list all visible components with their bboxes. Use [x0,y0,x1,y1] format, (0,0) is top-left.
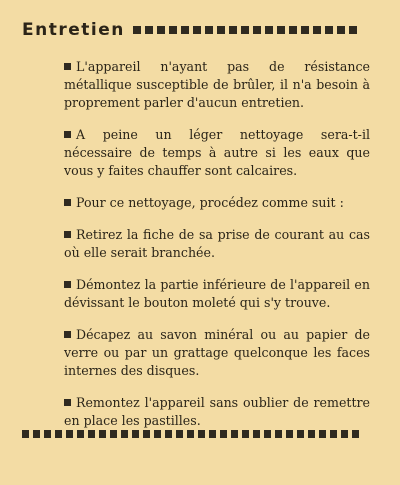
bullet-square-icon [64,231,71,238]
ornament-square-icon [132,430,139,438]
ornament-square-icon [55,430,62,438]
instruction-paragraph [64,326,370,380]
ornament-square-icon [308,430,315,438]
ornament-square-icon [157,26,165,34]
ornament-square-icon [181,26,189,34]
ornament-square-icon [301,26,309,34]
ornament-square-icon [231,430,238,438]
ornament-square-icon [44,430,51,438]
ornament-square-icon [165,430,172,438]
ornament-square-icon [176,430,183,438]
ornament-square-icon [277,26,285,34]
ornament-square-icon [193,26,201,34]
ornament-square-icon [99,430,106,438]
ornament-square-icon [133,26,141,34]
ornament-square-icon [337,26,345,34]
bullet-square-icon [64,131,71,138]
ornament-square-icon [341,430,348,438]
paragraph-text: Pour ce nettoyage, procédez comme suit : [76,195,344,210]
ornament-square-icon [217,26,225,34]
ornament-square-icon [242,430,249,438]
ornament-square-icon [145,26,153,34]
bullet-square-icon [64,63,71,70]
ornament-square-icon [66,430,73,438]
ornament-square-icon [275,430,282,438]
ornament-square-icon [289,26,297,34]
ornament-square-icon [253,430,260,438]
ornament-square-icon [265,26,273,34]
instruction-paragraph [64,126,370,180]
ornament-square-icon [110,430,117,438]
ornament-square-icon [33,430,40,438]
ornament-square-icon [88,430,95,438]
paragraph-text: A peine un léger nettoyage sera-t-il nécessaire de temps à autre si les eaux que vous y faites chauffer sont calcaires. [64,127,370,178]
paragraph-text: Remontez l'appareil sans oublier de remettre en place les pastilles. [64,395,370,428]
ornament-square-icon [286,430,293,438]
instructions-body [64,58,370,444]
ornament-square-icon [187,430,194,438]
ornament-square-icon [143,430,150,438]
ornament-square-icon [209,430,216,438]
paragraph-text: L'appareil n'ayant pas de résistance métallique susceptible de brûler, il n'a besoin à proprement parler d'aucun entretien. [64,59,370,110]
instruction-paragraph [64,394,370,430]
ornament-square-icon [169,26,177,34]
ornament-square-icon [313,26,321,34]
ornament-square-icon [330,430,337,438]
ornament-square-icon [198,430,205,438]
ornament-square-icon [264,430,271,438]
bullet-square-icon [64,331,71,338]
ornament-square-icon [77,430,84,438]
bullet-square-icon [64,399,71,406]
ornament-square-icon [22,430,29,438]
ornament-square-icon [297,430,304,438]
ornament-square-icon [229,26,237,34]
instruction-paragraph [64,194,370,212]
bullet-square-icon [64,199,71,206]
ornament-square-icon [241,26,249,34]
paragraph-text: Démontez la partie inférieure de l'appareil en dévissant le bouton moleté qui s'y trouve. [64,277,370,310]
bullet-square-icon [64,281,71,288]
header-ornament-squares [133,26,357,34]
ornament-square-icon [352,430,359,438]
paragraph-text: Retirez la fiche de sa prise de courant au cas où elle serait branchée. [64,227,370,260]
ornament-square-icon [205,26,213,34]
ornament-square-icon [154,430,161,438]
footer-ornament-squares [22,427,382,441]
ornament-square-icon [325,26,333,34]
instruction-paragraph [64,226,370,262]
ornament-square-icon [121,430,128,438]
section-header [22,18,382,42]
instruction-paragraph [64,276,370,312]
ornament-square-icon [253,26,261,34]
section-title: Entretien [22,20,125,40]
ornament-square-icon [220,430,227,438]
ornament-square-icon [349,26,357,34]
paragraph-text: Décapez au savon minéral ou au papier de verre ou par un grattage quelconque les faces internes des disques. [64,327,370,378]
ornament-square-icon [319,430,326,438]
instruction-paragraph [64,58,370,112]
